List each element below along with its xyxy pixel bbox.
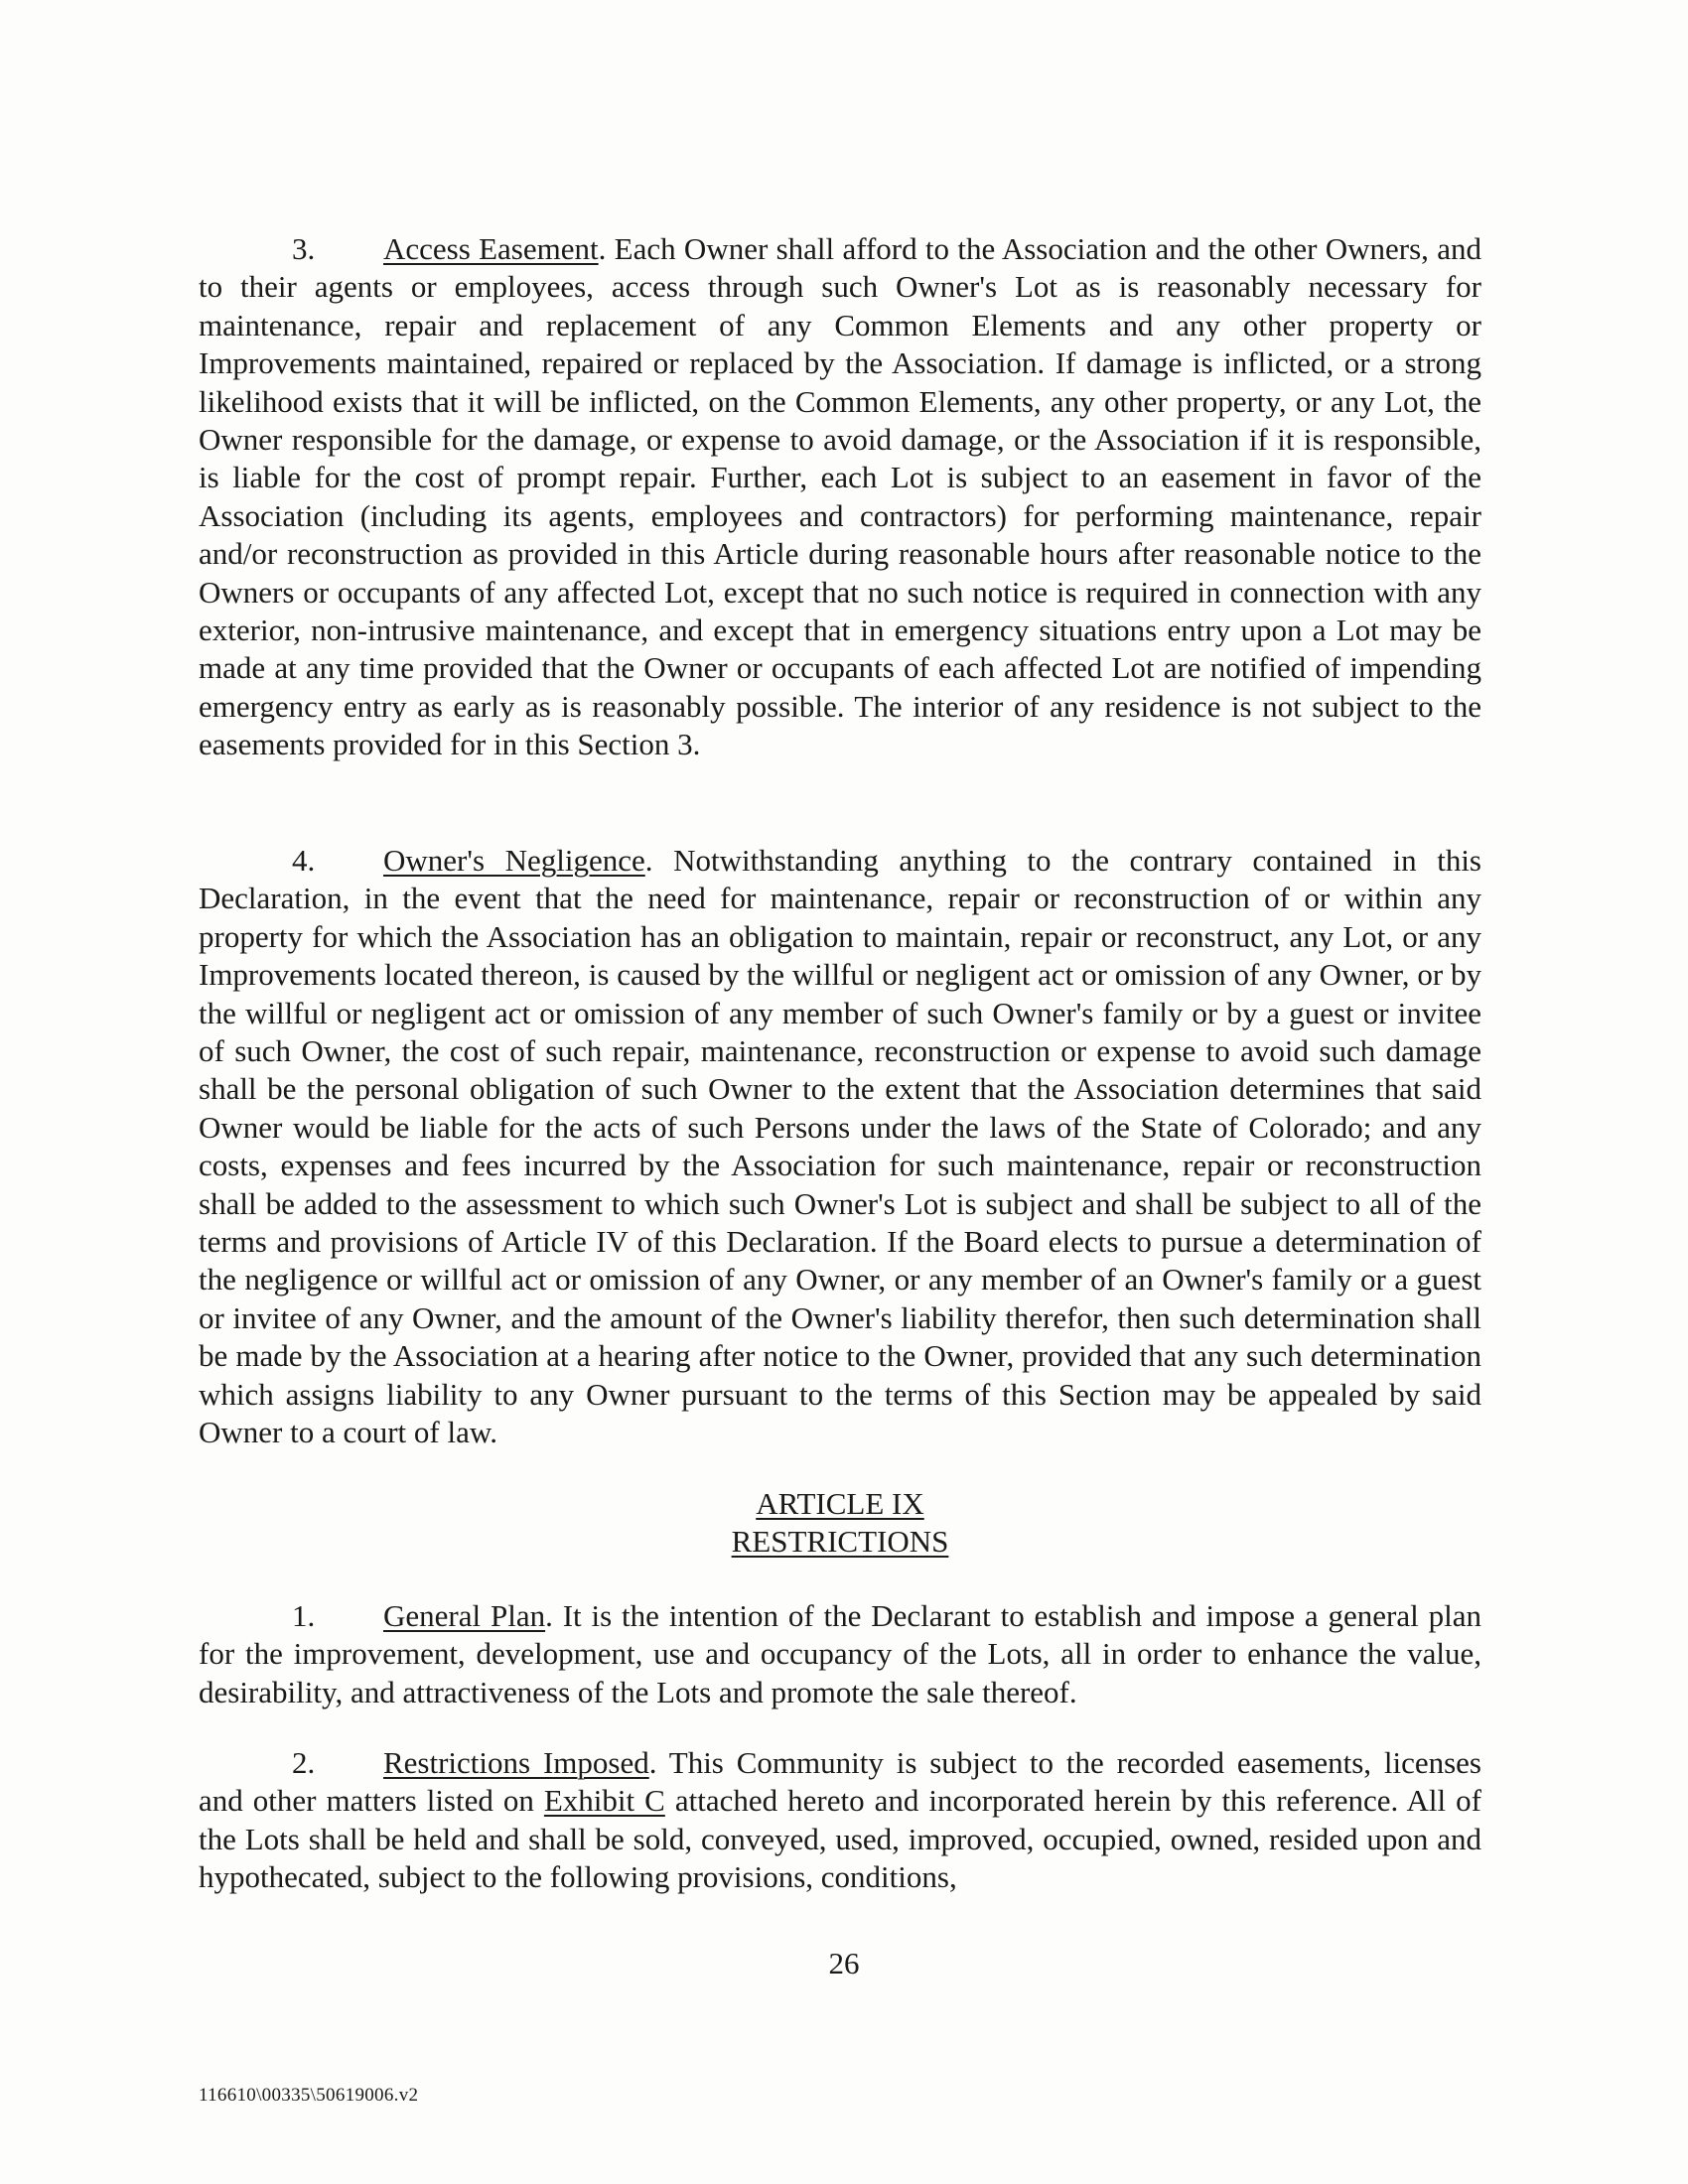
- article-number: ARTICLE IX: [756, 1486, 924, 1521]
- section-number: 4.: [292, 843, 316, 878]
- section-body-continued: attached hereto and incorporated herein by this reference. All of the Lots shall be held and shall be sold, conveyed, used, improved, occupied, owned, resided upon and hypothecated, subject to the following provisions, conditions,: [199, 1783, 1481, 1895]
- section-number: 3.: [292, 231, 316, 266]
- exhibit-reference: Exhibit C: [543, 1783, 665, 1819]
- section-body: . It is the intention of the Declarant to establish and impose a general plan for the improvement, development, use and occupancy of the Lots, all in order to enhance the value, desirability, and attractiveness of the Lots and promote the sale thereof.: [199, 1598, 1481, 1709]
- section-body: . This Community is subject to the recorded easements, licenses and other matters listed on: [199, 1745, 1481, 1819]
- section-title: General Plan: [383, 1598, 546, 1633]
- section-2-restrictions-imposed: [199, 1744, 1481, 1897]
- article-heading: [199, 1485, 1481, 1561]
- restrictions-imposed-paragraph: [199, 1744, 1481, 1897]
- section-3-access-easement: [199, 230, 1481, 764]
- section-title: Restrictions Imposed: [383, 1745, 649, 1780]
- section-1-general-plan: [199, 1597, 1481, 1711]
- section-body: . Each Owner shall afford to the Association and the other Owners, and to their agents or employees, access through such Owner's Lot as is reasonably necessary for maintenance, repair and replacement of any Common Elements and any other property or Improvements maintained, repaired or replaced by the Association. If damage is inflicted, or a strong likelihood exists that it will be inflicted, on the Common Elements, any other property, or any Lot, the Owner responsible for the damage, or expense to avoid damage, or the Association if it is responsible, is liable for the cost of prompt repair. Further, each Lot is subject to an easement in favor of the Association (including its agents, employees and contractors) for performing maintenance, repair and/or reconstruction as provided in this Article during reasonable hours after reasonable notice to the Owners or occupants of any affected Lot, except that no such notice is required in connection with any exterior, non-intrusive maintenance, and except that in emergency situations entry upon a Lot may be made at any time provided that the Owner or occupants of each affected Lot are notified of impending emergency entry as early as is reasonably possible. The interior of any residence is not subject to the easements provided for in this Section 3.: [199, 231, 1481, 762]
- document-id: 116610\00335\50619006.v2: [199, 2085, 419, 2106]
- section-4-owners-negligence: [199, 842, 1481, 1452]
- section-title: Access Easement: [383, 231, 599, 266]
- section-number: 2.: [292, 1745, 316, 1780]
- section-number: 1.: [292, 1598, 316, 1633]
- general-plan-paragraph: [199, 1597, 1481, 1711]
- section-3-paragraph: [199, 230, 1481, 764]
- page-number: 26: [828, 1946, 860, 1980]
- section-4-paragraph: [199, 842, 1481, 1452]
- article-title: RESTRICTIONS: [731, 1524, 949, 1559]
- section-body: . Notwithstanding anything to the contrary contained in this Declaration, in the event that the need for maintenance, repair or reconstruction of or within any property for which the Association has an obligation to maintain, repair or reconstruct, any Lot, or any Improvements located thereon, is caused by the willful or negligent act or omission of any Owner, or by the willful or negligent act or omission of any member of such Owner's family or by a guest or invitee of such Owner, the cost of such repair, maintenance, reconstruction or expense to avoid such damage shall be the personal obligation of such Owner to the extent that the Association determines that said Owner would be liable for the acts of such Persons under the laws of the State of Colorado; and any costs, expenses and fees incurred by the Association for such maintenance, repair or reconstruction shall be added to the assessment to which such Owner's Lot is subject and shall be subject to all of the terms and provisions of Article IV of this Declaration. If the Board elects to pursue a determination of the negligence or willful act or omission of any Owner, or any member of an Owner's family or a guest or invitee of any Owner, and the amount of the Owner's liability therefor, then such determination shall be made by the Association at a hearing after notice to the Owner, provided that any such determination which assigns liability to any Owner pursuant to the terms of this Section may be appealed by said Owner to a court of law.: [199, 843, 1481, 1450]
- section-title: Owner's Negligence: [383, 843, 645, 878]
